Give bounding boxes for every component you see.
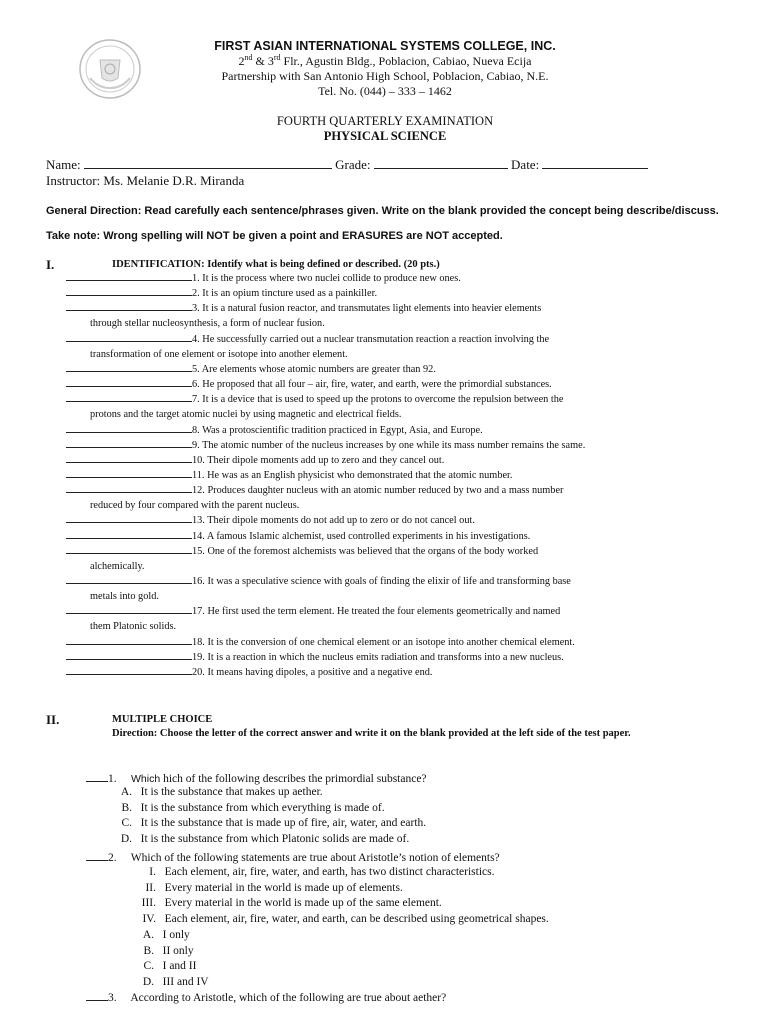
identification-item	[66, 664, 726, 680]
identification-item	[66, 467, 726, 483]
identification-item	[66, 376, 726, 392]
item-text-continued: metals into gold.	[90, 591, 159, 602]
item-text: 14. A famous Islamic alchemist, used controlled experiments in his investigations.	[192, 530, 531, 542]
identification-item	[66, 482, 726, 513]
answer-blank[interactable]	[66, 482, 192, 493]
identification-item	[66, 528, 726, 544]
question-1: 1. Which hich of the following describes the primordial substance?	[86, 771, 427, 785]
item-text: 3. It is a natural fusion reactor, and transmutates light elements into heavier elements	[192, 303, 542, 315]
answer-blank[interactable]	[66, 634, 192, 645]
answer-blank[interactable]	[66, 649, 192, 660]
answer-blank[interactable]	[66, 528, 192, 539]
name-blank[interactable]	[84, 158, 332, 169]
section-1-number: I.	[46, 257, 55, 272]
identification-item	[66, 603, 726, 634]
statement-item: III. Every material in the world is made up of the same element.	[141, 897, 442, 910]
identification-item	[66, 452, 726, 468]
item-text: 12. Produces daughter nucleus with an atomic number reduced by two and a mass number	[192, 485, 564, 497]
identification-item	[66, 543, 726, 574]
item-text-continued: protons and the target atomic nuclei by using magnetic and electrical fields.	[90, 409, 402, 421]
answer-blank[interactable]	[66, 543, 192, 554]
identification-item	[66, 270, 726, 286]
choice-option: B. II only	[143, 944, 194, 957]
item-text: 13. Their dipole moments do not add up to zero or do not cancel out.	[192, 515, 475, 527]
item-text: 4. He successfully carried out a nuclear transmutation reaction a reaction involving the	[192, 333, 550, 345]
item-text: 7. It is a device that is used to speed up the protons to overcome the repulsion between the	[192, 394, 564, 406]
item-text-continued: through stellar nucleosynthesis, a form of nuclear fusion.	[90, 318, 325, 330]
answer-blank[interactable]	[66, 361, 192, 372]
item-text: 2. It is an opium tincture used as a painkiller.	[192, 288, 378, 300]
item-text: 10. Their dipole moments add up to zero and they cancel out.	[192, 454, 445, 466]
answer-blank[interactable]	[66, 376, 192, 387]
exam-title: FOURTH QUARTERLY EXAMINATION	[276, 114, 494, 128]
answer-blank[interactable]	[66, 422, 192, 433]
item-text-continued: reduced by four compared with the parent nucleus.	[90, 500, 300, 512]
identification-item	[66, 331, 726, 362]
choice-option: D. III and IV	[142, 975, 209, 988]
choice-option: C. I and II	[143, 960, 197, 973]
answer-blank[interactable]	[66, 573, 192, 584]
item-text: 11. He was as an English physicist who demonstrated that the atomic number.	[192, 469, 513, 481]
instructor-line: Instructor: Ms. Melanie D.R. Miranda	[46, 173, 245, 188]
identification-item	[66, 422, 726, 438]
answer-blank[interactable]	[86, 850, 108, 861]
item-text-continued: transformation of one element or isotope into another element.	[90, 348, 348, 360]
answer-blank[interactable]	[66, 603, 192, 614]
item-text: 20. It means having dipoles, a positive and a negative end.	[192, 666, 433, 678]
item-text: 9. The atomic number of the nucleus increases by one while its mass number remains the same.	[192, 439, 586, 451]
date-label: Date:	[511, 157, 540, 172]
section-2-direction: Direction: Choose the letter of the correct answer and write it on the blank provided at the left side of the test paper.	[112, 728, 631, 739]
date-blank[interactable]	[542, 158, 648, 169]
name-label: Name:	[46, 157, 81, 172]
section-1-title: IDENTIFICATION: Identify what is being defined or described. (20 pts.)	[112, 259, 440, 270]
student-info-row	[46, 157, 648, 173]
item-text: 17. He first used the term element. He treated the four elements geometrically and named	[192, 606, 561, 618]
item-text: 5. Are elements whose atomic numbers are greater than 92.	[192, 363, 436, 375]
choice-option: D. It is the substance from which Platonic solids are made of.	[120, 832, 410, 845]
answer-blank[interactable]	[66, 285, 192, 296]
answer-blank[interactable]	[66, 452, 192, 463]
choice-option: C. It is the substance that is made up of fire, air, water, and earth.	[121, 817, 427, 829]
choice-option: B. It is the substance from which everything is made of.	[121, 801, 385, 814]
identification-item	[66, 437, 726, 453]
item-text: 19. It is a reaction in which the nucleus emits radiation and transforms into a new nucleus.	[192, 651, 564, 663]
answer-blank[interactable]	[66, 512, 192, 523]
identification-item	[66, 512, 726, 528]
identification-item	[66, 573, 726, 604]
choice-option: A. I only	[142, 929, 190, 941]
statement-item: II. Every material in the world is made up of elements.	[145, 881, 403, 894]
answer-blank[interactable]	[66, 270, 192, 281]
general-direction: General Direction: Read carefully each sentence/phrases given. Write on the blank provided the concept being describe/discuss.	[46, 205, 719, 217]
answer-blank[interactable]	[66, 300, 192, 311]
identification-item	[66, 300, 726, 331]
identification-item	[66, 361, 726, 377]
item-text: 1. It is the process where two nuclei collide to produce new ones.	[192, 273, 461, 284]
grade-blank[interactable]	[374, 158, 508, 169]
question-2: 2. Which of the following statements are true about Aristotle’s notion of elements?	[86, 850, 500, 864]
item-text-continued: them Platonic solids.	[90, 621, 177, 633]
school-address: 2nd & 3rd Flr., Agustin Bldg., Poblacion, Cabiao, Nueva Ecija	[238, 53, 532, 68]
item-text-continued: alchemically.	[90, 560, 145, 572]
item-text: 15. One of the foremost alchemists was believed that the organs of the body worked	[192, 545, 539, 557]
answer-blank[interactable]	[66, 437, 192, 448]
question-3: 3. According to Aristotle, which of the following are true about aether?	[86, 990, 446, 1004]
answer-blank[interactable]	[66, 467, 192, 478]
answer-blank[interactable]	[66, 391, 192, 402]
item-text: 8. Was a protoscientific tradition practiced in Egypt, Asia, and Europe.	[192, 424, 483, 436]
school-seal-icon	[78, 38, 142, 100]
answer-blank[interactable]	[86, 771, 108, 782]
grade-label: Grade:	[335, 157, 371, 172]
school-name: FIRST ASIAN INTERNATIONAL SYSTEMS COLLEGE, INC.	[214, 39, 556, 53]
item-text: 18. It is the conversion of one chemical element or an isotope into another chemical element.	[192, 636, 575, 648]
school-partnership: Partnership with San Antonio High School, Poblacion, Cabiao, N.E.	[221, 69, 549, 83]
identification-item	[66, 391, 726, 422]
section-2-title: MULTIPLE CHOICE	[112, 714, 213, 725]
statement-item: I. Each element, air, fire, water, and earth, has two distinct characteristics.	[149, 866, 495, 878]
statement-item: IV. Each element, air, fire, water, and earth, can be described using geometrical shapes.	[142, 913, 549, 926]
item-text: 6. He proposed that all four – air, fire, water, and earth, were the primordial substances.	[192, 379, 552, 391]
identification-item	[66, 285, 726, 301]
answer-blank[interactable]	[66, 331, 192, 342]
school-telephone: Tel. No. (044) – 333 – 1462	[318, 84, 452, 98]
answer-blank[interactable]	[66, 664, 192, 675]
exam-subject: PHYSICAL SCIENCE	[323, 129, 447, 143]
item-text: 16. It was a speculative science with goals of finding the elixir of life and transforming base	[192, 576, 571, 587]
answer-blank[interactable]	[86, 990, 108, 1001]
take-note: Take note: Wrong spelling will NOT be given a point and ERASURES are NOT accepted.	[46, 230, 503, 242]
section-2-number: II.	[46, 712, 60, 727]
identification-item	[66, 634, 726, 650]
identification-item	[66, 649, 726, 665]
choice-option: A. It is the substance that makes up aether.	[120, 786, 323, 798]
